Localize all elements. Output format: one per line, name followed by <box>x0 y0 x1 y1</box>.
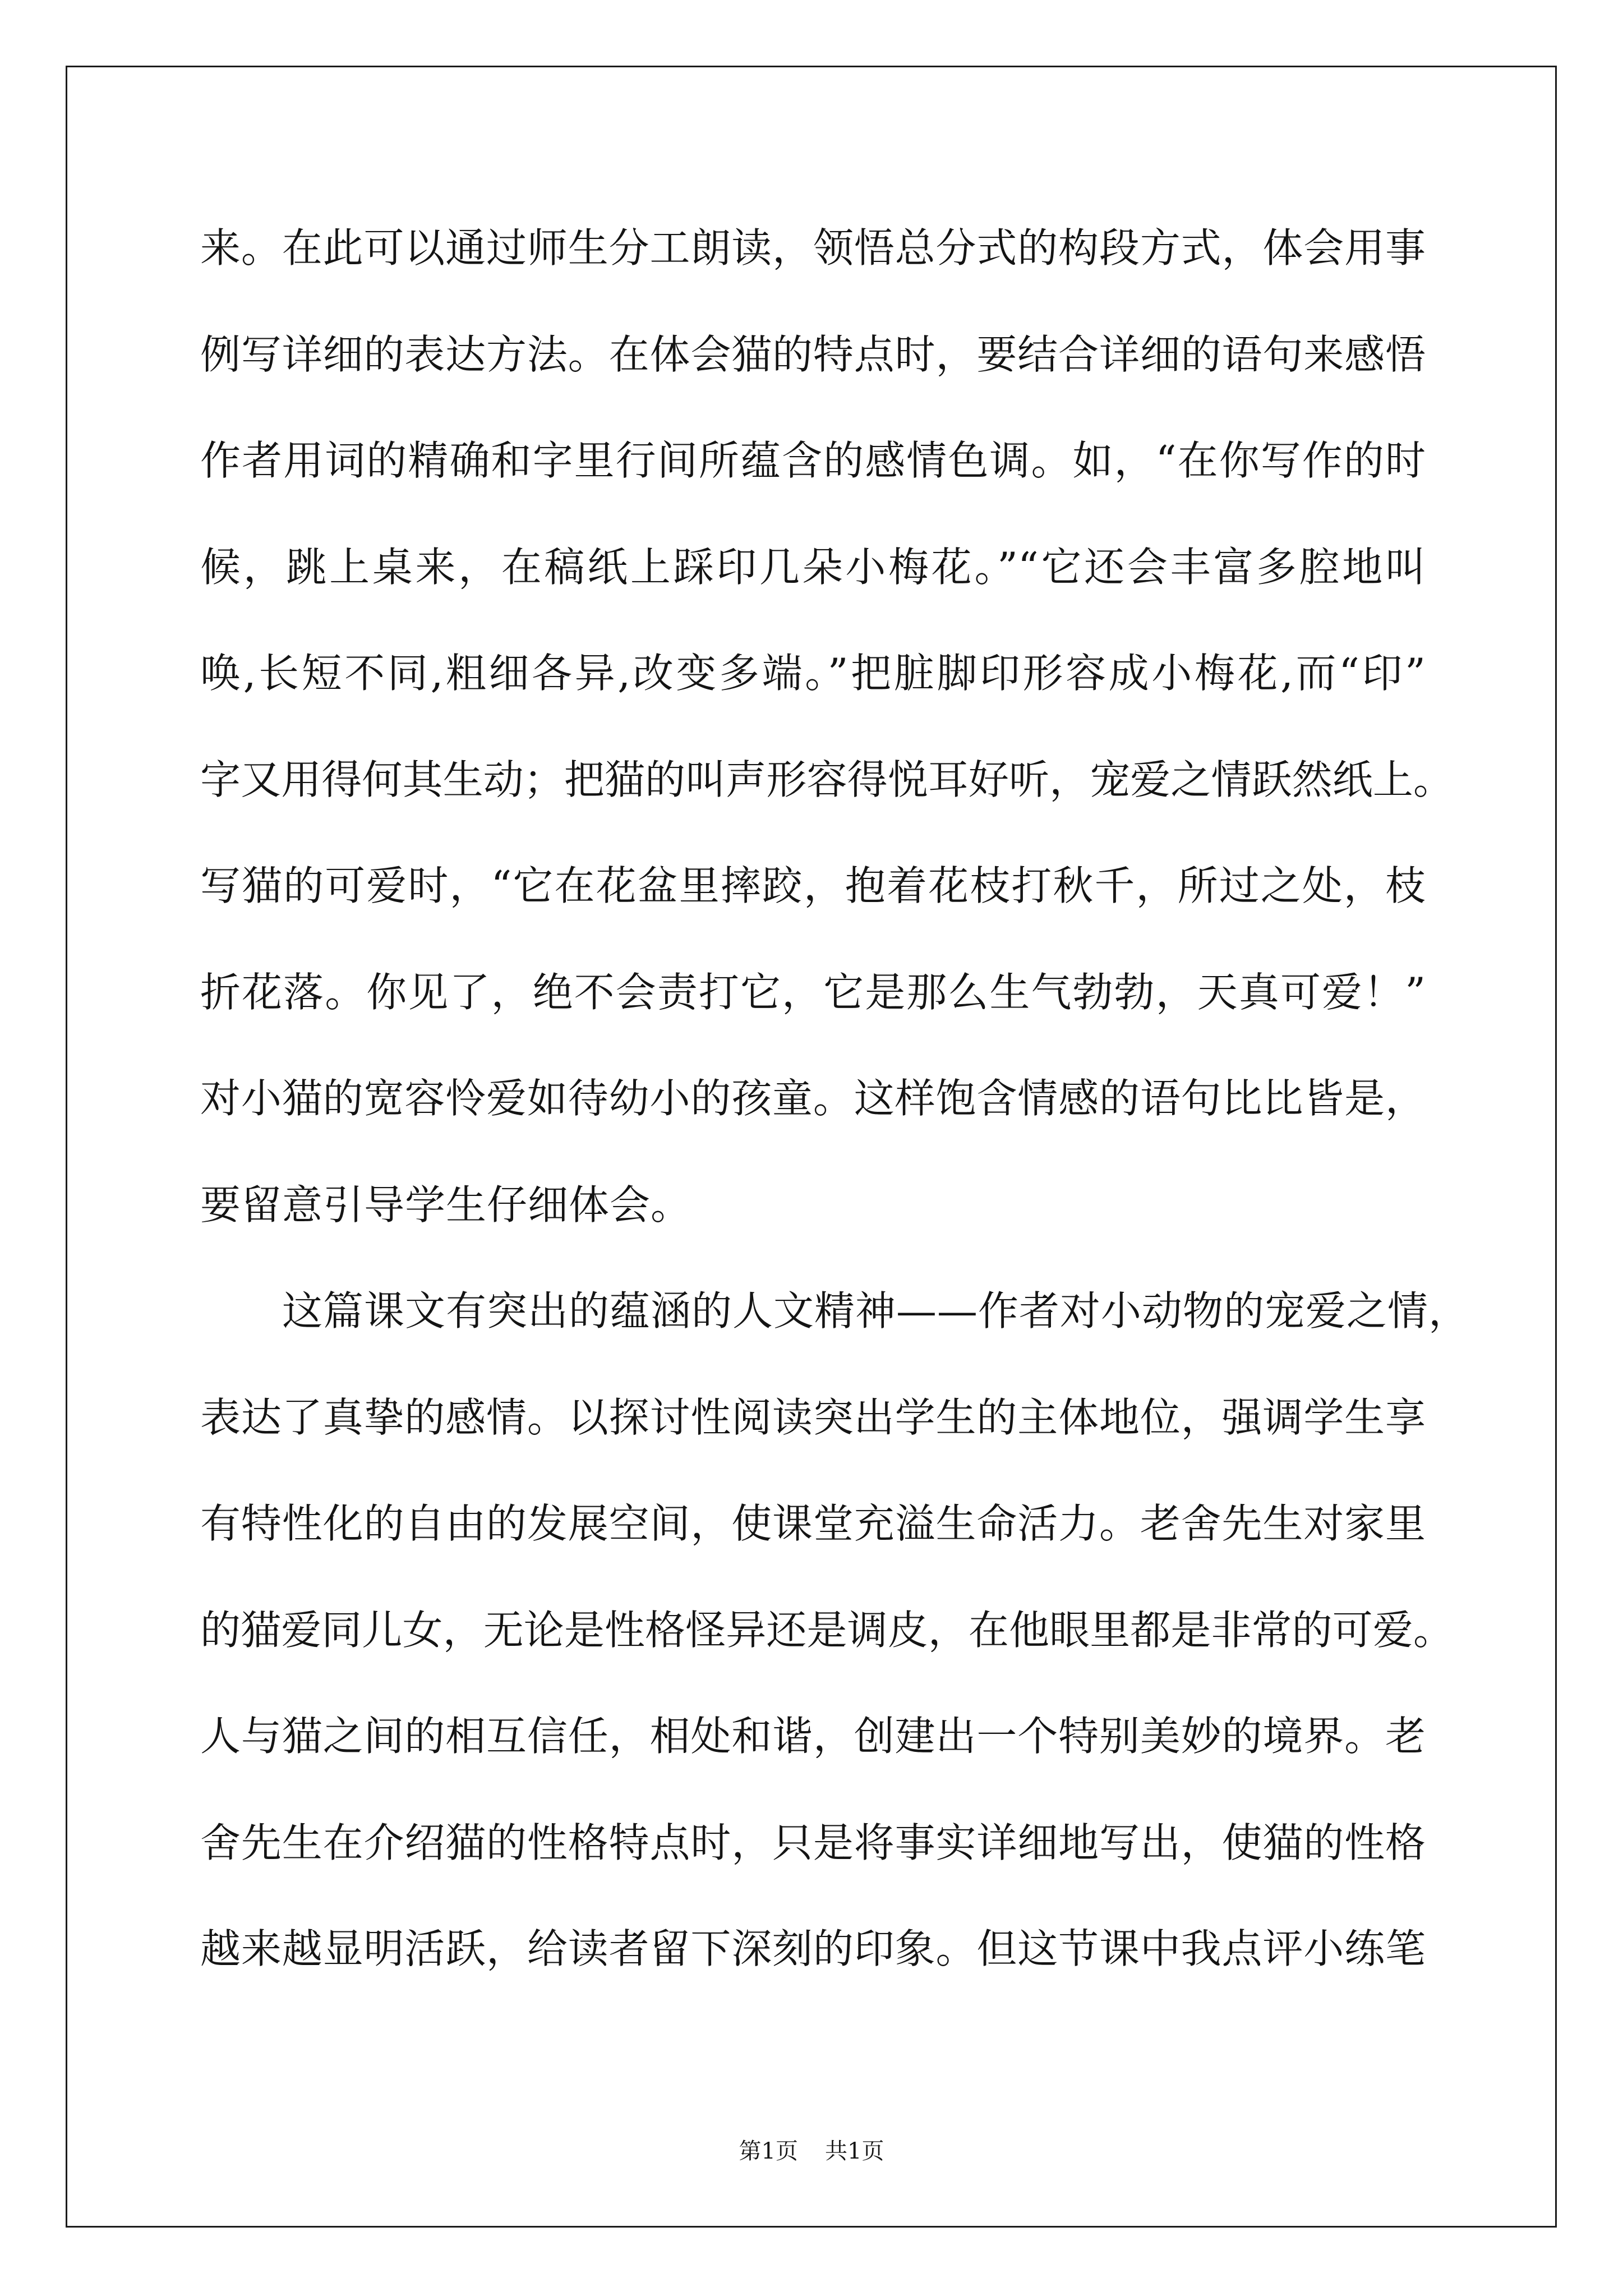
paragraph <box>200 195 1501 1258</box>
text-line: 折花落。你见了，绝不会责打它，它是那么生气勃勃，天真可爱！” <box>200 968 1426 1016</box>
text-line: 例写详细的表达方法。在体会猫的特点时，要结合详细的语句来感悟 <box>200 330 1426 378</box>
text-line: 表达了真挚的感情。以探讨性阅读突出学生的主体地位，强调学生享 <box>200 1393 1426 1441</box>
text-line: 越来越显明活跃，给读者留下深刻的印象。但这节课中我点评小练笔 <box>200 1925 1426 1972</box>
paragraph <box>200 1258 1501 2003</box>
page-number: 第1页 <box>739 2138 798 2164</box>
text-line: 字又用得何其生动；把猫的叫声形容得悦耳好听，宠爱之情跃然纸上。 <box>200 756 1454 803</box>
text-line: 舍先生在介绍猫的性格特点时，只是将事实详细地写出，使猫的性格 <box>200 1819 1426 1866</box>
text-line: 候，跳上桌来，在稿纸上踩印几朵小梅花。”“它还会丰富多腔地叫 <box>200 543 1426 591</box>
text-line: 唤,长短不同,粗细各异,改变多端。”把脏脚印形容成小梅花,而“印” <box>200 650 1426 697</box>
page-total: 共1页 <box>825 2138 884 2164</box>
text-line: 写猫的可爱时，“它在花盆里摔跤，抱着花枝打秋千，所过之处，枝 <box>200 862 1426 909</box>
text-line: 的猫爱同儿女，无论是性格怪异还是调皮，在他眼里都是非常的可爱。 <box>200 1606 1454 1654</box>
text-line: 人与猫之间的相互信任，相处和谐，创建出一个特别美妙的境界。老 <box>200 1713 1426 1760</box>
page-footer <box>0 2137 1623 2165</box>
text-line: 对小猫的宽容怜爱如待幼小的孩童。这样饱含情感的语句比比皆是， <box>200 1075 1426 1122</box>
body-text <box>200 195 1501 2003</box>
text-line: 来。在此可以通过师生分工朗读，领悟总分式的构段方式，体会用事 <box>200 224 1426 272</box>
text-line: 作者用词的精确和字里行间所蕴含的感情色调。如，“在你写作的时 <box>200 437 1426 484</box>
text-line: 这篇课文有突出的蕴涵的人文精神——作者对小动物的宠爱之情， <box>282 1287 1470 1335</box>
text-line: 要留意引导学生仔细体会。 <box>200 1181 692 1228</box>
text-line: 有特性化的自由的发展空间，使课堂充溢生命活力。老舍先生对家里 <box>200 1500 1426 1547</box>
